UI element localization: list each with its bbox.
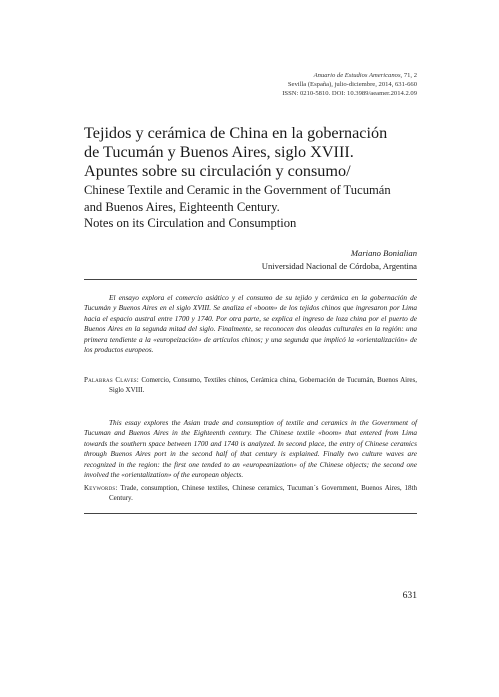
journal-issn-line: ISSN: 0210-5810. DOI: 10.3989/aeamer.2014.2.09 bbox=[282, 90, 417, 97]
title-spanish bbox=[84, 124, 424, 181]
journal-location-line: Sevilla (España), julio-diciembre, 2014, 631-660 bbox=[287, 81, 417, 88]
author-block bbox=[262, 247, 417, 273]
abstract-english: This essay explores the Asian trade and consumption of textile and ceramics in the Government of Tucuman and Buenos Aires in the Eighteenth century. The Chinese textile «boom» that entered from Lima towards the southern space between 1700 and 1740 is analyzed. In second place, the entry of Chinese ceramics through Buenos Aires port in the second half of that century is explained. Finally two culture waves are recognized in the region: the first one tended to an «europeanization» of the Chinese objects; the second one involved the «orientalization» of the european objects. bbox=[84, 418, 417, 480]
title-spanish-line: Tejidos y cerámica de China en la gobernación bbox=[84, 124, 388, 142]
journal-header bbox=[282, 71, 417, 98]
abstract-top-rule bbox=[84, 279, 417, 280]
author-affiliation: Universidad Nacional de Córdoba, Argentina bbox=[261, 261, 417, 271]
title-english bbox=[84, 182, 424, 232]
page-number: 631 bbox=[402, 590, 417, 601]
abstract-spanish: El ensayo explora el comercio asiático y el consumo de su tejido y cerámica en la gobernación de Tucumán y Buenos Aires en el siglo XVIII. Se analiza el «boom» de los tejidos chinos que ingresaron por Lima hacia el espacio austral entre 1700 y 1740. Por otra parte, se explica el ingreso de loza china por el puerto de Buenos Aires en la segunda mitad del siglo. Finalmente, se reconocen dos oleadas culturales en la región: una primera tendiente a la «europeización» de artículos chinos; y una segunda que implicó la «orientalización» de los productos europeos. bbox=[84, 293, 417, 355]
title-english-line: Notes on its Circulation and Consumption bbox=[84, 216, 297, 230]
journal-volume: , 71, 2 bbox=[400, 72, 417, 79]
keywords-english bbox=[84, 484, 417, 504]
title-english-line: Chinese Textile and Ceramic in the Government of Tucumán bbox=[84, 183, 391, 197]
title-english-line: and Buenos Aires, Eighteenth Century. bbox=[84, 199, 280, 214]
journal-citation-line bbox=[282, 71, 417, 80]
keywords-english-text: Trade, consumption, Chinese textiles, Chinese ceramics, Tucuman´s Government, Buenos Aires, 18th Century. bbox=[109, 484, 417, 502]
abstract-bottom-rule bbox=[84, 513, 417, 514]
title-spanish-line: Apuntes sobre su circulación y consumo/ bbox=[84, 162, 351, 180]
title-spanish-line: de Tucumán y Buenos Aires, siglo XVIII. bbox=[84, 143, 354, 161]
keywords-english-label: Keywords: bbox=[84, 484, 118, 492]
journal-title: Anuario de Estudios Americanos bbox=[313, 72, 401, 79]
keywords-spanish-label: Palabras Claves: bbox=[84, 376, 139, 384]
keywords-spanish bbox=[84, 376, 417, 396]
author-name: Mariano Bonialian bbox=[350, 248, 417, 258]
keywords-spanish-text: Comercio, Consumo, Textiles chinos, Cerámica china, Gobernación de Tucumán, Buenos Aires, Siglo XVIII. bbox=[109, 376, 418, 394]
